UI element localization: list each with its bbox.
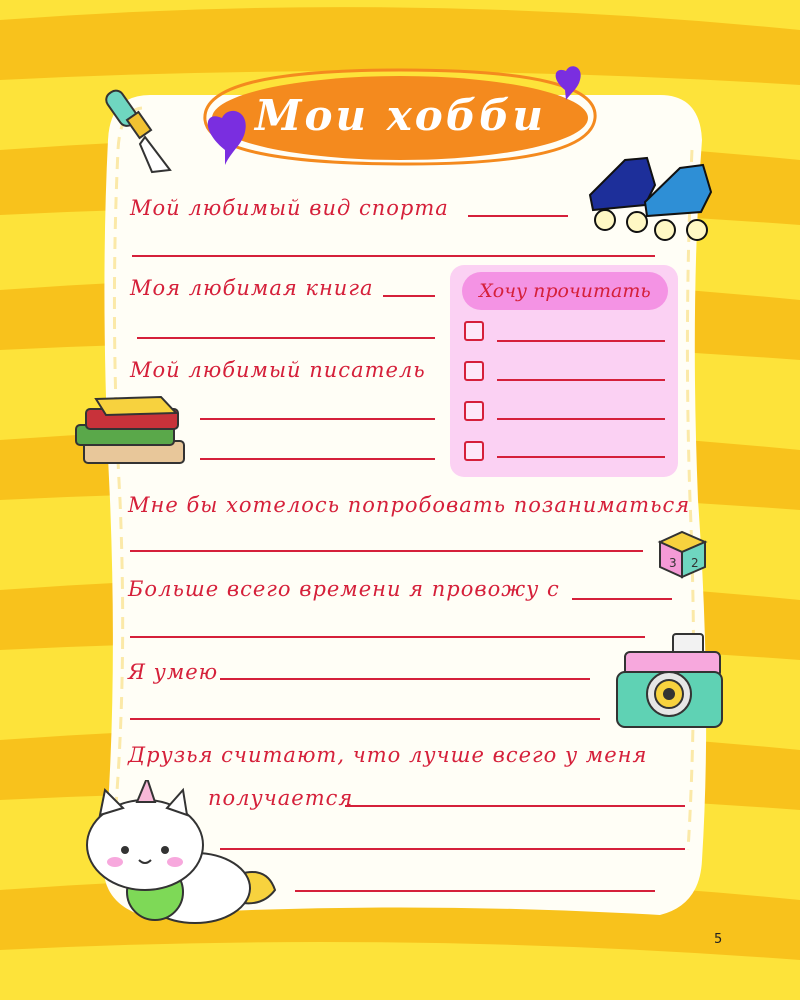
prompt-favorite-sport: Мой любимый вид спорта xyxy=(130,196,449,220)
books-icon xyxy=(66,395,191,470)
camera-icon xyxy=(605,632,730,732)
answer-line-book-2[interactable] xyxy=(137,337,435,339)
answer-line-writer-1[interactable] xyxy=(200,418,435,420)
svg-text:3: 3 xyxy=(669,556,677,570)
prompt-i-can: Я умею xyxy=(128,660,219,684)
answer-line-writer-2[interactable] xyxy=(200,458,435,460)
prompt-friends-think-cont: получается xyxy=(208,786,354,810)
dice-cube-icon xyxy=(655,527,710,582)
paintbrush-icon xyxy=(100,82,180,177)
answer-line-sport-2[interactable] xyxy=(132,255,655,257)
page-number: 5 xyxy=(714,932,723,947)
wishlist-line-4[interactable] xyxy=(497,456,665,458)
wishlist-title: Хочу прочитать xyxy=(462,272,668,310)
answer-line-try[interactable] xyxy=(130,550,643,552)
prompt-favorite-writer: Мой любимый писатель xyxy=(130,358,426,382)
answer-line-time-1[interactable] xyxy=(572,598,672,600)
answer-line-friends-1[interactable] xyxy=(345,805,685,807)
roller-skates-icon xyxy=(585,150,725,245)
answer-line-book-1[interactable] xyxy=(383,295,435,297)
wishlist-checkbox-1[interactable] xyxy=(464,321,484,341)
answer-line-friends-3[interactable] xyxy=(295,890,655,892)
wishlist-checkbox-2[interactable] xyxy=(464,361,484,381)
answer-line-can-2[interactable] xyxy=(130,718,600,720)
page-title: Мои хобби xyxy=(255,90,546,140)
prompt-favorite-book: Моя любимая книга xyxy=(130,276,374,300)
prompt-want-to-try: Мне бы хотелось попробовать позаниматься xyxy=(128,493,691,517)
prompt-friends-think: Друзья считают, что лучше всего у меня xyxy=(128,743,648,767)
wishlist-checkbox-3[interactable] xyxy=(464,401,484,421)
wishlist-line-2[interactable] xyxy=(497,379,665,381)
answer-line-sport-1[interactable] xyxy=(468,215,568,217)
wishlist-line-1[interactable] xyxy=(497,340,665,342)
wishlist-line-3[interactable] xyxy=(497,418,665,420)
wishlist-checkbox-4[interactable] xyxy=(464,441,484,461)
answer-line-can-1[interactable] xyxy=(220,678,590,680)
answer-line-friends-2[interactable] xyxy=(220,848,685,850)
svg-text:2: 2 xyxy=(691,556,699,570)
prompt-spend-time: Больше всего времени я провожу с xyxy=(128,577,560,601)
answer-line-time-2[interactable] xyxy=(130,636,645,638)
